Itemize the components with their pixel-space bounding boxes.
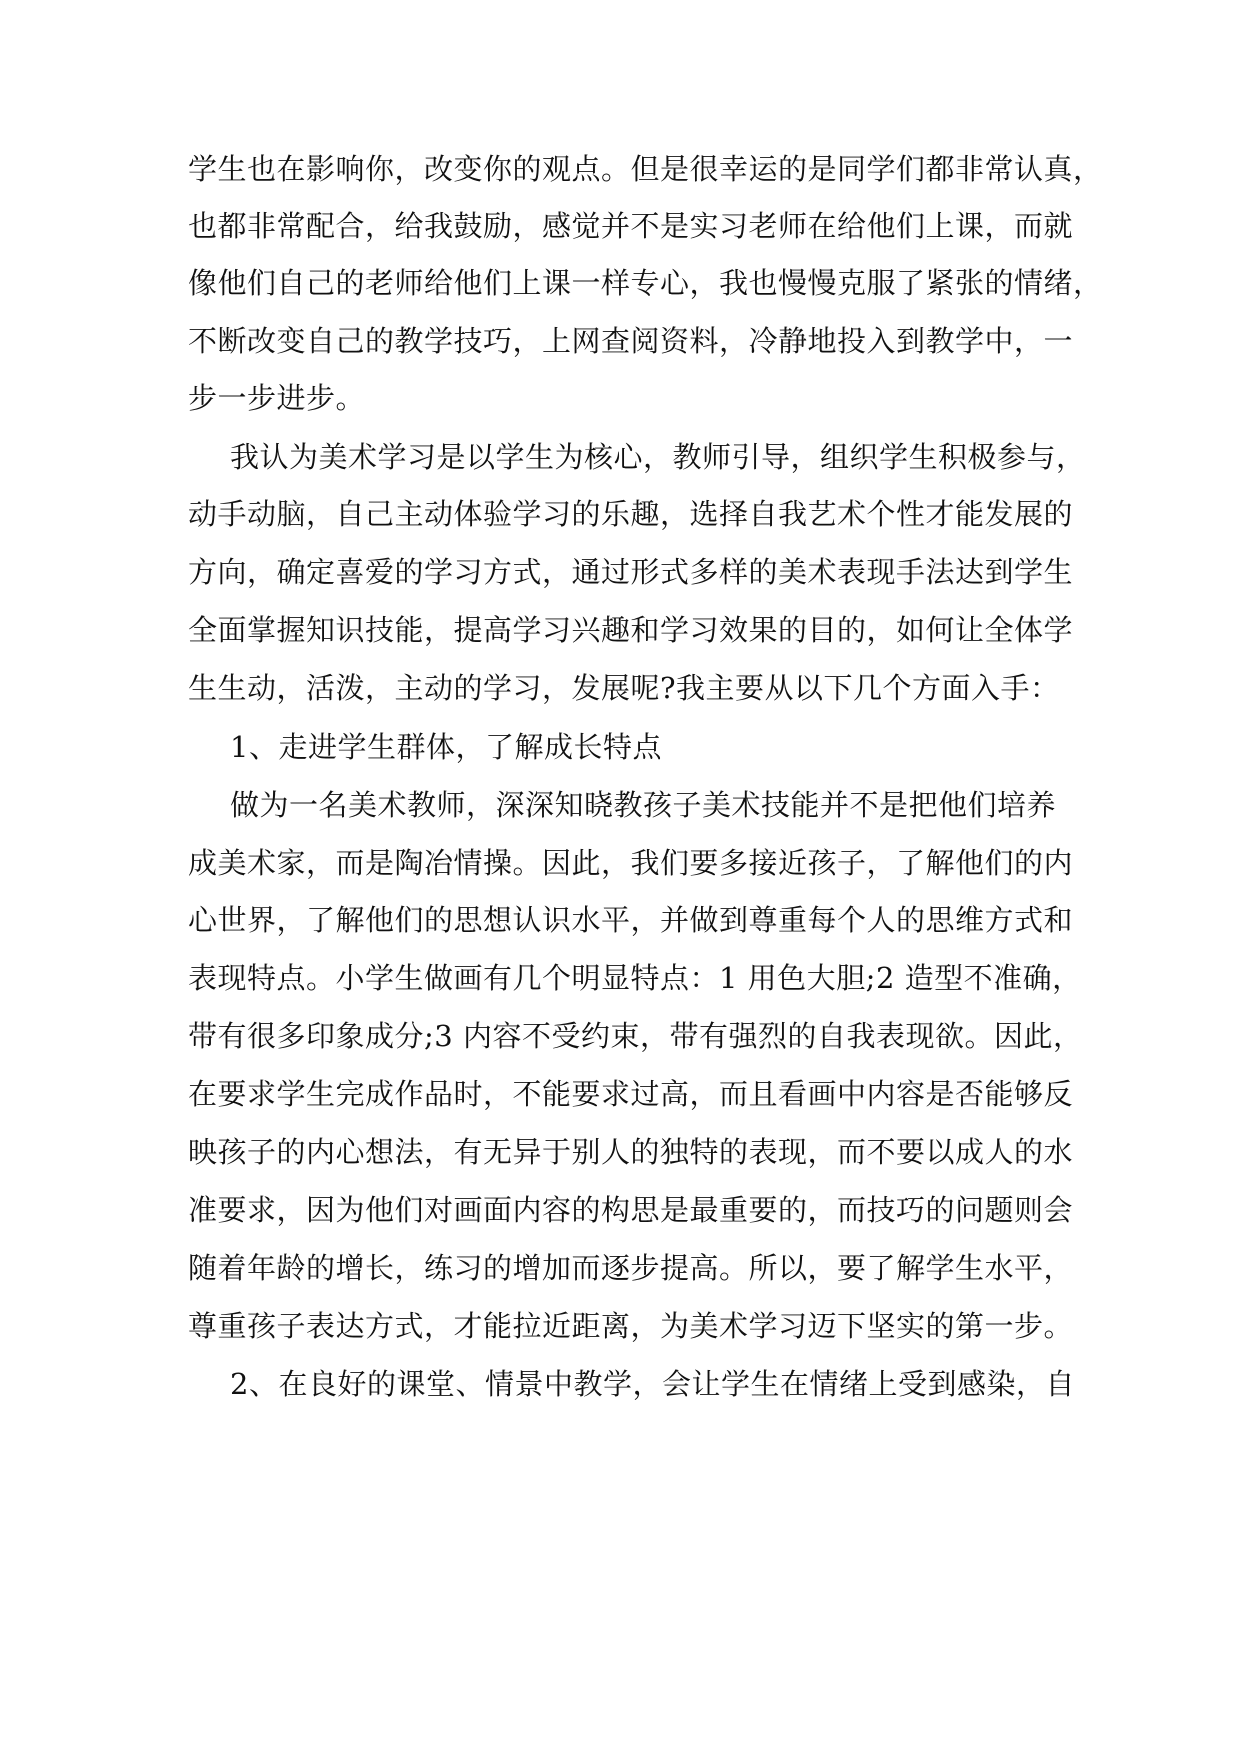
text-line-18: 映孩子的内心想法，有无异于别人的独特的表现，而不要以成人的水 xyxy=(188,1135,1074,1169)
text-line-2: 也都非常配合，给我鼓励，感觉并不是实习老师在给他们上课，而就 xyxy=(188,209,1074,243)
text-line-15: 表现特点。小学生做画有几个明显特点：1 用色大胆;2 造型不准确， xyxy=(188,961,1082,995)
paragraph-start-line-12: 做为一名美术教师，深深知晓教孩子美术技能并不是把他们培养 xyxy=(230,788,1057,822)
text-line-13: 成美术家，而是陶冶情操。因此，我们要多接近孩子，了解他们的内 xyxy=(188,846,1074,880)
text-line-5: 步一步进步。 xyxy=(188,381,366,415)
text-line-10: 生生动，活泼，主动的学习，发展呢?我主要从以下几个方面入手： xyxy=(188,671,1060,705)
paragraph-start-line-6: 我认为美术学习是以学生为核心，教师引导，组织学生积极参与， xyxy=(230,440,1086,474)
text-line-17: 在要求学生完成作品时，不能要求过高，而且看画中内容是否能够反 xyxy=(188,1077,1074,1111)
text-line-1: 学生也在影响你，改变你的观点。但是很幸运的是同学们都非常认真， xyxy=(188,152,1103,186)
text-line-16: 带有很多印象成分;3 内容不受约束，带有强烈的自我表现欲。因此， xyxy=(188,1019,1083,1053)
text-line-21: 尊重孩子表达方式，才能拉近距离，为美术学习迈下坚实的第一步。 xyxy=(188,1309,1074,1343)
section-heading-1: 1、走进学生群体，了解成长特点 xyxy=(230,730,662,764)
text-line-8: 方向，确定喜爱的学习方式，通过形式多样的美术表现手法达到学生 xyxy=(188,555,1074,589)
text-line-4: 不断改变自己的教学技巧，上网查阅资料，冷静地投入到教学中，一 xyxy=(188,324,1074,358)
text-line-3: 像他们自己的老师给他们上课一样专心，我也慢慢克服了紧张的情绪， xyxy=(188,266,1103,300)
text-line-19: 准要求，因为他们对画面内容的构思是最重要的，而技巧的问题则会 xyxy=(188,1193,1074,1227)
text-line-7: 动手动脑，自己主动体验学习的乐趣，选择自我艺术个性才能发展的 xyxy=(188,497,1074,531)
text-line-20: 随着年龄的增长，练习的增加而逐步提高。所以，要了解学生水平， xyxy=(188,1251,1074,1285)
section-heading-2: 2、在良好的课堂、情景中教学，会让学生在情绪上受到感染，自 xyxy=(230,1367,1075,1401)
text-line-9: 全面掌握知识技能，提高学习兴趣和学习效果的目的，如何让全体学 xyxy=(188,613,1074,647)
text-line-14: 心世界，了解他们的思想认识水平，并做到尊重每个人的思维方式和 xyxy=(188,903,1074,937)
